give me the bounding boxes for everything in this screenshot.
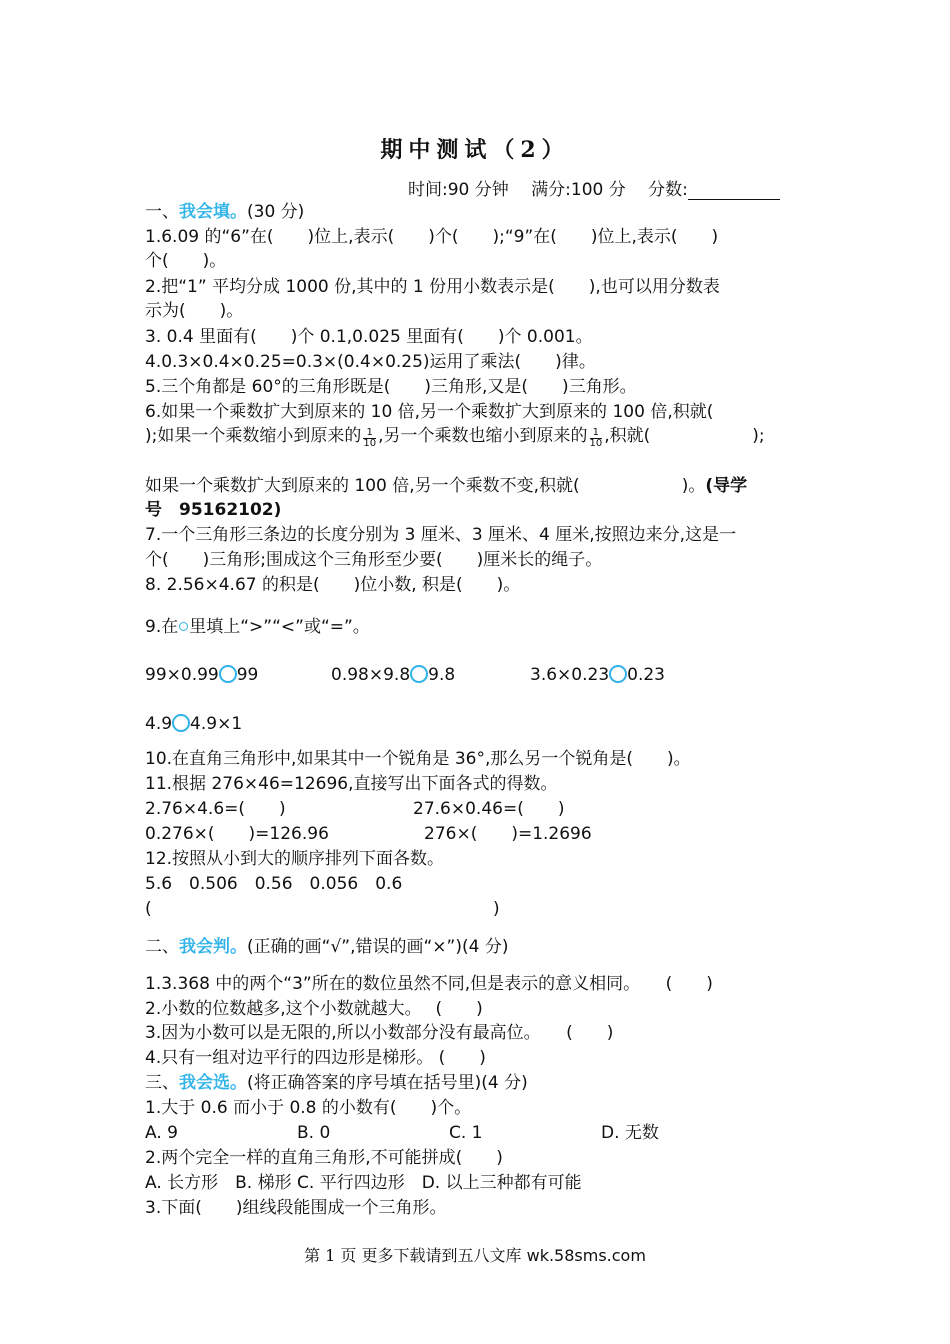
compare-item — [530, 664, 665, 686]
compare-item — [331, 664, 455, 686]
compare-left: 99×0.99 — [145, 665, 219, 685]
section-note: (正确的画“√”,错误的画“×”)(4 分) — [247, 937, 509, 957]
compare-item — [145, 664, 258, 686]
choose-2: 2.两个完全一样的直角三角形,不可能拼成( ) — [145, 1148, 503, 1168]
q6-text-a: );如果一个乘数缩小到原来的 — [145, 426, 362, 446]
footer-site: wk.58sms.com — [526, 1246, 646, 1265]
compare-left: 3.6×0.23 — [530, 665, 610, 685]
question-6-line-1: 6.如果一个乘数扩大到原来的 10 倍,另一个乘数扩大到原来的 100 倍,积就( — [145, 402, 714, 422]
question-6-line-3 — [145, 475, 747, 497]
judge-1: 1.3.368 中的两个“3”所在的数位虽然不同,但是表示的意义相同。 ( ) — [145, 974, 713, 994]
question-7-line-2: 个( )三角形;围成这个三角形至少要( )厘米长的绳子。 — [145, 550, 603, 570]
compare-item — [145, 713, 242, 735]
q9-text-a: 9.在 — [145, 617, 179, 637]
choose-3: 3.下面( )组线段能围成一个三角形。 — [145, 1198, 447, 1218]
section-prefix: 三、 — [145, 1073, 179, 1093]
judge-3: 3.因为小数可以是无限的,所以小数部分没有最高位。 ( ) — [145, 1023, 614, 1043]
question-3: 3. 0.4 里面有( )个 0.1,0.025 里面有( )个 0.001。 — [145, 327, 593, 347]
question-5: 5.三个角都是 60°的三角形既是( )三角形,又是( )三角形。 — [145, 377, 637, 397]
compare-circle[interactable] — [609, 665, 627, 683]
question-9 — [145, 616, 370, 638]
question-1-line-2: 个( )。 — [145, 251, 227, 271]
question-10: 10.在直角三角形中,如果其中一个锐角是 36°,那么另一个锐角是( )。 — [145, 749, 691, 769]
fraction-denominator: 10 — [589, 438, 603, 449]
question-1-line-1: 1.6.09 的“6”在( )位上,表示( )个( );“9”在( )位上,表示( ) — [145, 227, 719, 247]
choose-1: 1.大于 0.6 而小于 0.8 的小数有( )个。 — [145, 1098, 472, 1118]
question-6-line-2 — [145, 425, 765, 459]
score-blank — [688, 183, 780, 200]
question-11: 11.根据 276×46=12696,直接写出下面各式的得数。 — [145, 774, 558, 794]
question-2-line-1: 2.把“1” 平均分成 1000 份,其中的 1 份用小数表示是( ),也可以用分数表 — [145, 277, 720, 297]
score-label: 分数: — [648, 180, 688, 200]
section-3-heading — [145, 1072, 528, 1094]
q9-text-b: 里填上“>”“<”或“=”。 — [189, 617, 370, 637]
section-1-heading — [145, 201, 304, 223]
section-label: 我会选。 — [179, 1073, 247, 1093]
full-score: 满分:100 分 — [531, 180, 626, 200]
section-2-heading — [145, 936, 508, 958]
judge-2: 2.小数的位数越多,这个小数就越大。 ( ) — [145, 999, 483, 1019]
q12-paren-left: ( — [145, 899, 152, 919]
compare-right: 4.9×1 — [190, 714, 243, 734]
guide-tag: (导学 — [705, 476, 748, 496]
q11-item: 27.6×0.46=( ) — [413, 799, 565, 819]
choice-option: B. 0 — [297, 1123, 331, 1143]
q6-text-b: ,另一个乘数也缩小到原来的 — [378, 426, 588, 446]
section-note: (30 分) — [247, 202, 305, 222]
question-2-line-2: 示为( )。 — [145, 301, 244, 321]
section-note: (将正确答案的序号填在括号里)(4 分) — [247, 1073, 528, 1093]
compare-circle[interactable] — [172, 714, 190, 732]
guide-number: 号 95162102) — [145, 500, 282, 520]
choice-option: C. 1 — [449, 1123, 483, 1143]
compare-left: 0.98×9.8 — [331, 665, 411, 685]
section-prefix: 二、 — [145, 937, 179, 957]
page-title: 期中测试（2） — [380, 137, 570, 163]
question-12: 12.按照从小到大的顺序排列下面各数。 — [145, 849, 445, 869]
section-label: 我会填。 — [179, 202, 247, 222]
q6-text-c: ,积就( ); — [604, 426, 765, 446]
q11-item: 0.276×( )=126.96 — [145, 824, 329, 844]
choice-option: D. 无数 — [601, 1123, 659, 1143]
compare-left: 4.9 — [145, 714, 173, 734]
compare-right: 99 — [236, 665, 259, 685]
fraction-numerator: 1 — [592, 427, 600, 438]
q12-numbers: 5.6 0.506 0.56 0.056 0.6 — [145, 874, 403, 894]
compare-right: 0.23 — [627, 665, 665, 685]
q11-item: 276×( )=1.2696 — [424, 824, 592, 844]
compare-right: 9.8 — [428, 665, 456, 685]
question-4: 4.0.3×0.4×0.25=0.3×(0.4×0.25)运用了乘法( )律。 — [145, 352, 596, 372]
section-prefix: 一、 — [145, 202, 179, 222]
compare-circle[interactable] — [410, 665, 428, 683]
question-7-line-1: 7.一个三角形三条边的长度分别为 3 厘米、3 厘米、4 厘米,按照边来分,这是一 — [145, 525, 737, 545]
choose-2-options: A. 长方形 B. 梯形 C. 平行四边形 D. 以上三种都有可能 — [145, 1173, 582, 1193]
judge-4: 4.只有一组对边平行的四边形是梯形。 ( ) — [145, 1048, 486, 1068]
exam-meta — [408, 175, 780, 200]
page-footer — [0, 1243, 950, 1266]
q11-item: 2.76×4.6=( ) — [145, 799, 286, 819]
fraction-numerator: 1 — [366, 427, 373, 438]
footer-text: 第 1 页 更多下载请到五八文库 — [304, 1246, 527, 1265]
choice-option: A. 9 — [145, 1123, 178, 1143]
fraction — [363, 427, 377, 449]
compare-circle[interactable] — [219, 665, 237, 683]
time-limit: 时间:90 分钟 — [408, 180, 509, 200]
q6-text-d: 如果一个乘数扩大到原来的 100 倍,另一个乘数不变,积就( )。 — [145, 476, 706, 496]
fraction-denominator: 10 — [363, 438, 377, 449]
fraction — [589, 427, 603, 449]
circle-icon — [179, 622, 188, 631]
q12-paren-right: ) — [493, 899, 500, 919]
question-8: 8. 2.56×4.67 的积是( )位小数, 积是( )。 — [145, 575, 521, 595]
section-label: 我会判。 — [179, 937, 247, 957]
